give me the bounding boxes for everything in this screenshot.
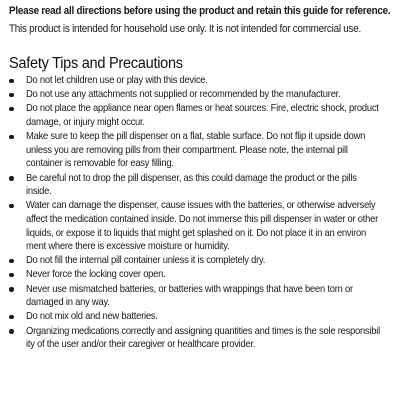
safety-tip-line: Never force the locking cover open.	[26, 269, 166, 281]
safety-tip-item	[9, 254, 393, 268]
safety-tip-text	[26, 88, 393, 102]
safety-tip-line: Make sure to keep the pill dispenser on a flat, stable surface. Do not flip it upside down	[26, 131, 366, 143]
safety-tip-line: affect the medication contained inside. Do not immerse this pill dispenser in water or other	[26, 213, 379, 225]
bullet-icon	[9, 79, 14, 84]
safety-tip-text	[26, 199, 393, 253]
safety-tip-line: Be careful not to drop the pill dispenser, as this could damage the product or the pills	[26, 172, 357, 184]
safety-tip-line: damage, or injury might occur.	[26, 116, 145, 128]
safety-tip-item	[9, 268, 393, 282]
bullet-icon	[9, 315, 14, 320]
bullet-icon	[9, 273, 14, 278]
section-heading: Safety Tips and Precautions	[9, 55, 183, 72]
safety-tip-text	[26, 130, 393, 171]
safety-tip-line: Never use mismatched batteries, or batteries with wrappings that have been torn or	[26, 283, 353, 295]
bullet-icon	[9, 107, 14, 112]
safety-tip-text	[26, 283, 393, 310]
safety-tip-text	[26, 310, 393, 324]
intro-household-use: This product is intended for household use only. It is not intended for commercial use.	[9, 23, 361, 35]
safety-tip-line: Water can damage the dispenser, cause issues with the batteries, or otherwise adversely	[26, 200, 376, 212]
safety-tip-text	[26, 254, 393, 268]
safety-tip-item	[9, 310, 393, 324]
safety-tip-item	[9, 102, 393, 129]
bullet-icon	[9, 93, 14, 98]
safety-tip-item	[9, 172, 393, 199]
safety-tip-text	[26, 268, 393, 282]
safety-tip-line: Do not use any attachments not supplied or recommended by the manufacturer.	[26, 89, 341, 101]
safety-tip-text	[26, 172, 393, 199]
safety-tip-text	[26, 74, 393, 88]
safety-tip-item	[9, 74, 393, 88]
safety-tip-item	[9, 283, 393, 310]
safety-tip-line: inside.	[26, 186, 52, 198]
safety-tip-line: liquids, or expose it to liquids that might get splashed on it. Do not place it in an environ	[26, 227, 367, 239]
bullet-icon	[9, 329, 14, 334]
safety-tip-line: unless you are removing pills from their compartment. Please note, the internal pill	[26, 144, 348, 156]
safety-tip-line: ment where there is excessive moisture or humidity.	[26, 241, 230, 253]
safety-tip-line: damaged in any way.	[26, 297, 110, 309]
safety-tip-line: Do not fill the internal pill container unless it is completely dry.	[26, 255, 266, 267]
bullet-icon	[9, 204, 14, 209]
safety-tip-line: ity of the user and/or their caregiver or healthcare provider.	[26, 339, 256, 351]
safety-tip-line: Organizing medications correctly and assigning quantities and times is the sole responsibil	[26, 325, 381, 337]
safety-tip-item	[9, 130, 393, 171]
safety-tip-item	[9, 325, 393, 352]
safety-tip-line: Do not place the appliance near open flames or heat sources. Fire, electric shock, product	[26, 103, 379, 115]
bullet-icon	[9, 287, 14, 292]
safety-tip-item	[9, 88, 393, 102]
document-page	[9, 5, 393, 352]
bullet-icon	[9, 135, 14, 140]
bullet-icon	[9, 176, 14, 181]
safety-tips-list	[9, 74, 393, 352]
safety-tip-text	[26, 102, 393, 129]
safety-tip-text	[26, 325, 393, 352]
bullet-icon	[9, 259, 14, 264]
intro-directions: Please read all directions before using the product and retain this guide for reference.	[9, 5, 391, 17]
safety-tip-item	[9, 199, 393, 253]
safety-tip-line: Do not let children use or play with this device.	[26, 75, 208, 86]
safety-tip-line: Do not mix old and new batteries.	[26, 311, 158, 323]
safety-tip-line: container is removable for easy filling.	[26, 158, 174, 170]
